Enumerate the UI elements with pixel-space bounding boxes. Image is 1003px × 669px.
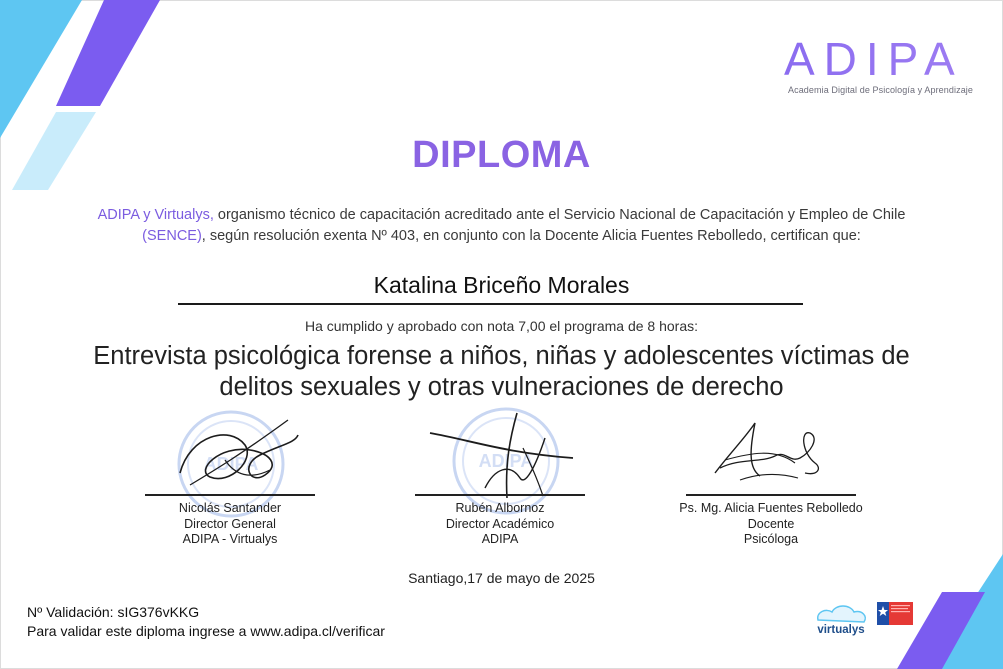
name-underline [178, 303, 803, 305]
signatory-santander [130, 501, 330, 548]
signatory-name: Rubén Albornoz [455, 501, 545, 515]
logo-subtitle: Academia Digital de Psicología y Aprendizaje [788, 85, 974, 95]
signature-line-3 [686, 494, 856, 496]
sence-label: (SENCE) [142, 228, 202, 244]
signature-fuentes [700, 418, 840, 500]
signatory-org: ADIPA [481, 532, 519, 546]
virtualys-logo-text: virtualys [817, 624, 865, 636]
validation-label: Nº Validación: [27, 604, 118, 620]
signature-line-2 [415, 494, 585, 496]
signature-line-1 [145, 494, 315, 496]
org-name: ADIPA y Virtualys, [97, 207, 214, 223]
grade-value: 7,00 [518, 318, 546, 334]
signatory-name: Ps. Mg. Alicia Fuentes Rebolledo [679, 501, 863, 515]
signatory-role: Docente [747, 516, 795, 531]
stamp-text: ADIPA [478, 451, 534, 471]
signatory-albornoz [400, 501, 600, 548]
signature-albornoz [425, 408, 585, 500]
intro-paragraph [80, 205, 923, 247]
place-date: Santiago,17 de mayo de 2025 [408, 570, 595, 586]
recipient-name: Katalina Briceño Morales [373, 272, 630, 298]
signatory-org: ADIPA - Virtualys [182, 532, 278, 546]
intro-text-2: , según resolución exenta Nº 403, en conjunto con la Docente Alicia Fuentes Rebolledo, certifican que: [201, 228, 861, 244]
adipa-logo-text: ADIPA [784, 33, 964, 82]
validation-url[interactable]: www.adipa.cl/verificar [250, 623, 385, 639]
government-logo [877, 602, 913, 636]
program-title: Entrevista psicológica forense a niños, niñas y adolescentes víctimas de delitos sexuales y otras vulneraciones de derecho [93, 342, 910, 401]
validation-code-row [27, 603, 385, 622]
approval-statement [0, 318, 1003, 334]
signatory-role: Director Académico [445, 516, 555, 531]
validation-info [27, 603, 385, 641]
signatory-name: Nicolás Santander [178, 501, 282, 515]
adipa-logo [780, 30, 980, 82]
approval-suffix: el programa de 8 horas: [545, 318, 699, 334]
stamp-text: ADIPA [203, 454, 259, 474]
validation-instructions [27, 622, 385, 641]
approval-prefix: Ha cumplido y aprobado con nota [304, 318, 519, 334]
diploma-title: DIPLOMA [412, 134, 591, 176]
signatory-org: Psicóloga [743, 532, 799, 546]
validation-instructions-text: Para validar este diploma ingrese a [27, 623, 251, 639]
validation-code: sIG376vKKG [117, 604, 200, 620]
signature-santander [170, 415, 310, 500]
signatory-fuentes [651, 501, 891, 548]
signatory-role: Director General [184, 516, 276, 531]
intro-text-1: organismo técnico de capacitación acreditado ante el Servicio Nacional de Capacitación y Empleo de Chile [213, 207, 906, 223]
virtualys-logo [808, 600, 874, 640]
